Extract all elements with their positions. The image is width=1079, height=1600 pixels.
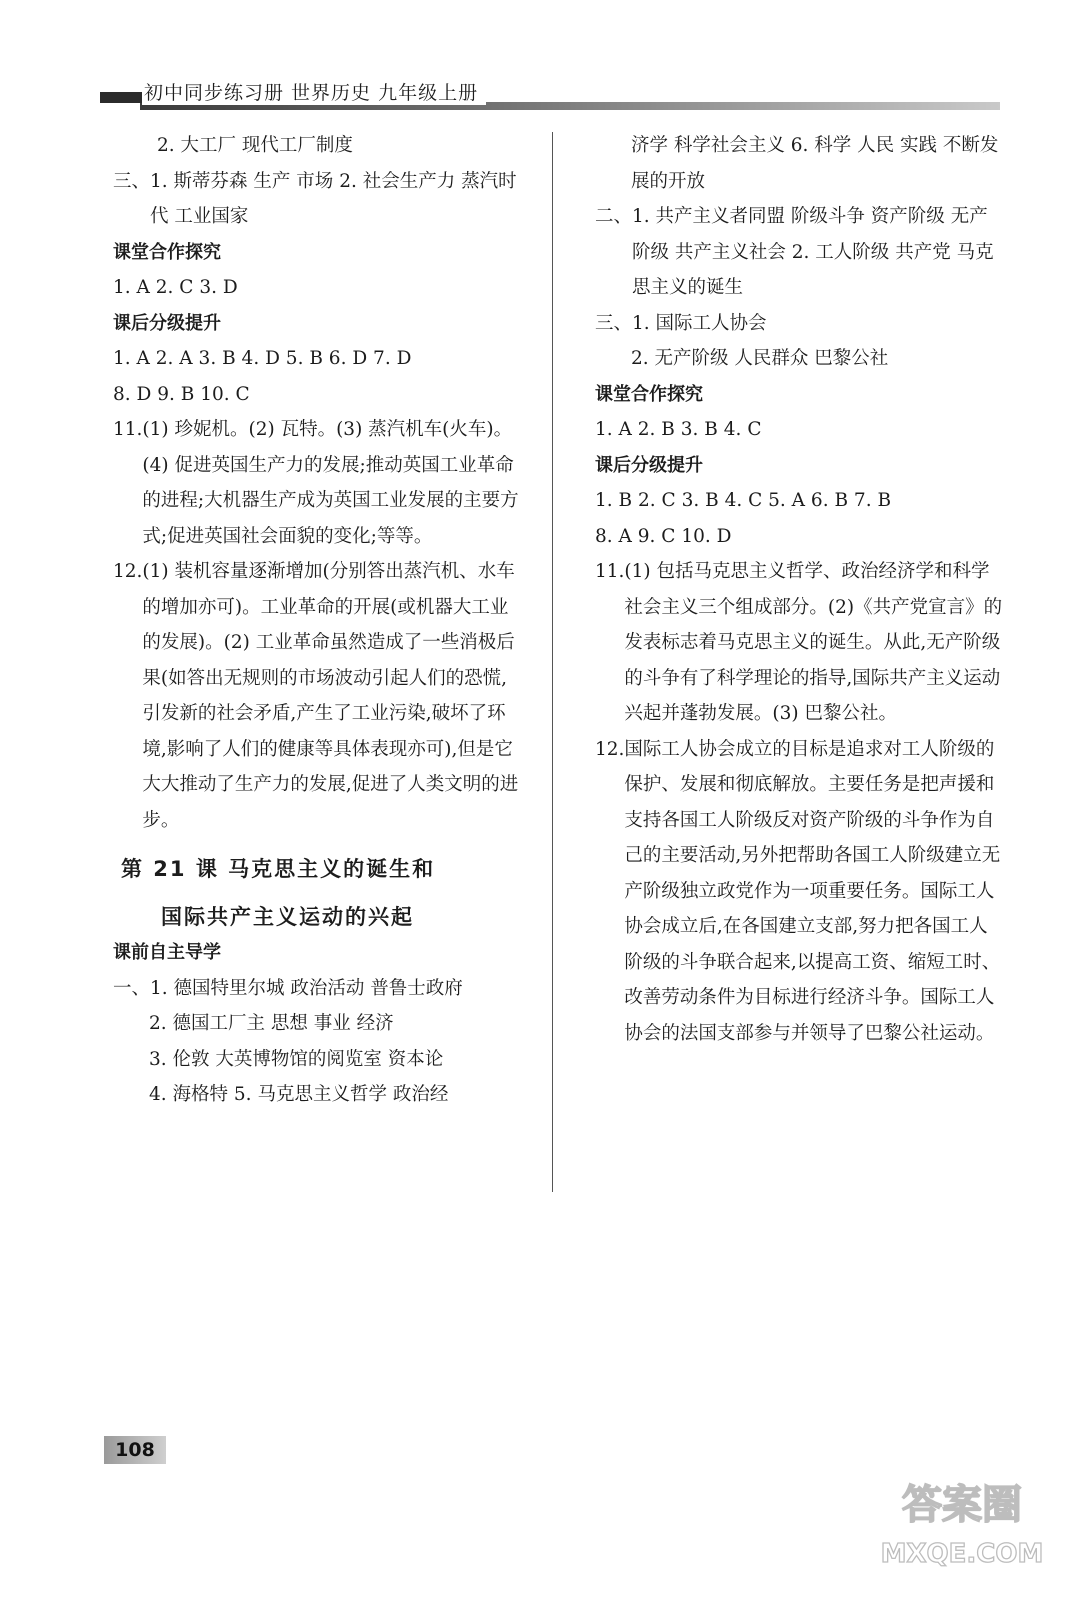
item-text: (1) 包括马克思主义哲学、政治经济学和科学社会主义三个组成部分。(2)《共产党宣言》的发表标志着马克思主义的诞生。从此,无产阶级的斗争有了科学理论的指导,国际共产主义运动兴起并蓬勃发展。(3) 巴黎公社。 [624, 561, 1003, 724]
lesson-title-line2: 国际共产主义运动的兴起 [161, 904, 414, 929]
answer-item [595, 554, 1005, 732]
answer-line: 4. 海格特 5. 马克思主义哲学 政治经 [149, 1084, 449, 1105]
item-number: 12. [595, 738, 625, 760]
item-text: 1. 斯蒂芬森 生产 市场 2. 社会生产力 蒸汽时代 工业国家 [150, 170, 517, 227]
answer-line: 1. B 2. C 3. B 4. C 5. A 6. B 7. B [595, 490, 892, 511]
item-number: 三、 [595, 312, 633, 334]
answer-item [113, 971, 525, 1007]
item-text: (1) 装机容量逐渐增加(分别答出蒸汽机、水车的增加亦可)。工业革命的开展(或机器大工业的发展)。(2) 工业革命虽然造成了一些消极后果(如答出无规则的市场波动引起人们的恐慌,引发新的社会矛盾,产生了工业污染,破坏了环境,影响了人们的健康等具体表现亦可),但是它大大推动了生产力的发展,促进了人类文明的进步。 [142, 561, 519, 831]
book-title: 初中同步练习册 世界历史 九年级上册 [142, 78, 486, 105]
answer-line: 3. 伦敦 大英博物馆的阅览室 资本论 [149, 1048, 444, 1070]
watermark-line1: 答案圈 [902, 1482, 1022, 1528]
item-text: 国际工人协会成立的目标是追求对工人阶级的保护、发展和彻底解放。主要任务是把声援和支持各国工人阶级反对资产阶级的斗争作为自己的主要活动,另外把帮助各国工人阶级建立无产阶级独立政党作为一项重要任务。国际工人协会成立后,在各国建立支部,努力把各国工人阶级的斗争联合起来,以提高工资、缩短工时、改善劳动条件为目标进行经济斗争。国际工人协会的法国支部参与并领导了巴黎公社运动。 [624, 738, 1001, 1044]
item-number: 一、 [113, 977, 151, 999]
answer-line: 济学 科学社会主义 6. 科学 人民 实践 不断发展的开放 [631, 135, 999, 192]
answer-item [595, 199, 1005, 306]
watermark-line2: MXQE.COM [880, 1539, 1044, 1569]
page-number: 108 [104, 1436, 166, 1464]
answer-line: 2. 大工厂 现代工厂制度 [157, 135, 353, 156]
section-heading: 课后分级提升 [113, 312, 221, 334]
answer-line: 1. A 2. C 3. D [113, 277, 238, 298]
item-text: 1. 共产主义者同盟 阶级斗争 资产阶级 无产阶级 共产主义社会 2. 工人阶级 共产党 马克思主义的诞生 [632, 206, 994, 298]
answer-item [113, 554, 525, 838]
answer-line: 1. A 2. A 3. B 4. D 5. B 6. D 7. D [113, 348, 412, 369]
item-text: (1) 珍妮机。(2) 瓦特。(3) 蒸汽机车(火车)。(4) 促进英国生产力的发展;推动英国工业革命的进程;大机器生产成为英国工业发展的主要方式;促进英国社会面貌的变化;等等。 [142, 419, 519, 547]
answer-item [595, 732, 1005, 1052]
column-divider [552, 132, 553, 1192]
item-number: 11. [113, 419, 143, 440]
item-number: 11. [595, 561, 625, 582]
answer-line: 8. A 9. C 10. D [595, 525, 732, 547]
lesson-title-line1: 第 21 课 马克思主义的诞生和 [121, 857, 436, 881]
left-column [113, 128, 525, 1113]
item-number: 三、 [113, 170, 151, 192]
section-heading: 课堂合作探究 [595, 383, 703, 405]
right-column [595, 128, 1005, 1051]
answer-line: 1. A 2. B 3. B 4. C [595, 419, 762, 440]
item-number: 12. [113, 561, 143, 582]
answer-line: 2. 德国工厂主 思想 事业 经济 [149, 1013, 394, 1034]
answer-item [595, 306, 1005, 342]
answer-line: 8. D 9. B 10. C [113, 383, 250, 405]
answer-item [113, 412, 525, 554]
section-heading: 课后分级提升 [595, 454, 703, 476]
answer-line: 2. 无产阶级 人民群众 巴黎公社 [631, 348, 889, 369]
item-number: 二、 [595, 206, 633, 227]
answer-item [113, 164, 525, 235]
item-text: 1. 德国特里尔城 政治活动 普鲁士政府 [150, 977, 463, 999]
header-bar [100, 92, 144, 103]
section-heading: 课堂合作探究 [113, 241, 221, 263]
page-header [100, 78, 1000, 118]
section-heading: 课前自主导学 [113, 942, 221, 963]
item-text: 1. 国际工人协会 [632, 312, 767, 334]
watermark-logo [877, 1470, 1047, 1580]
